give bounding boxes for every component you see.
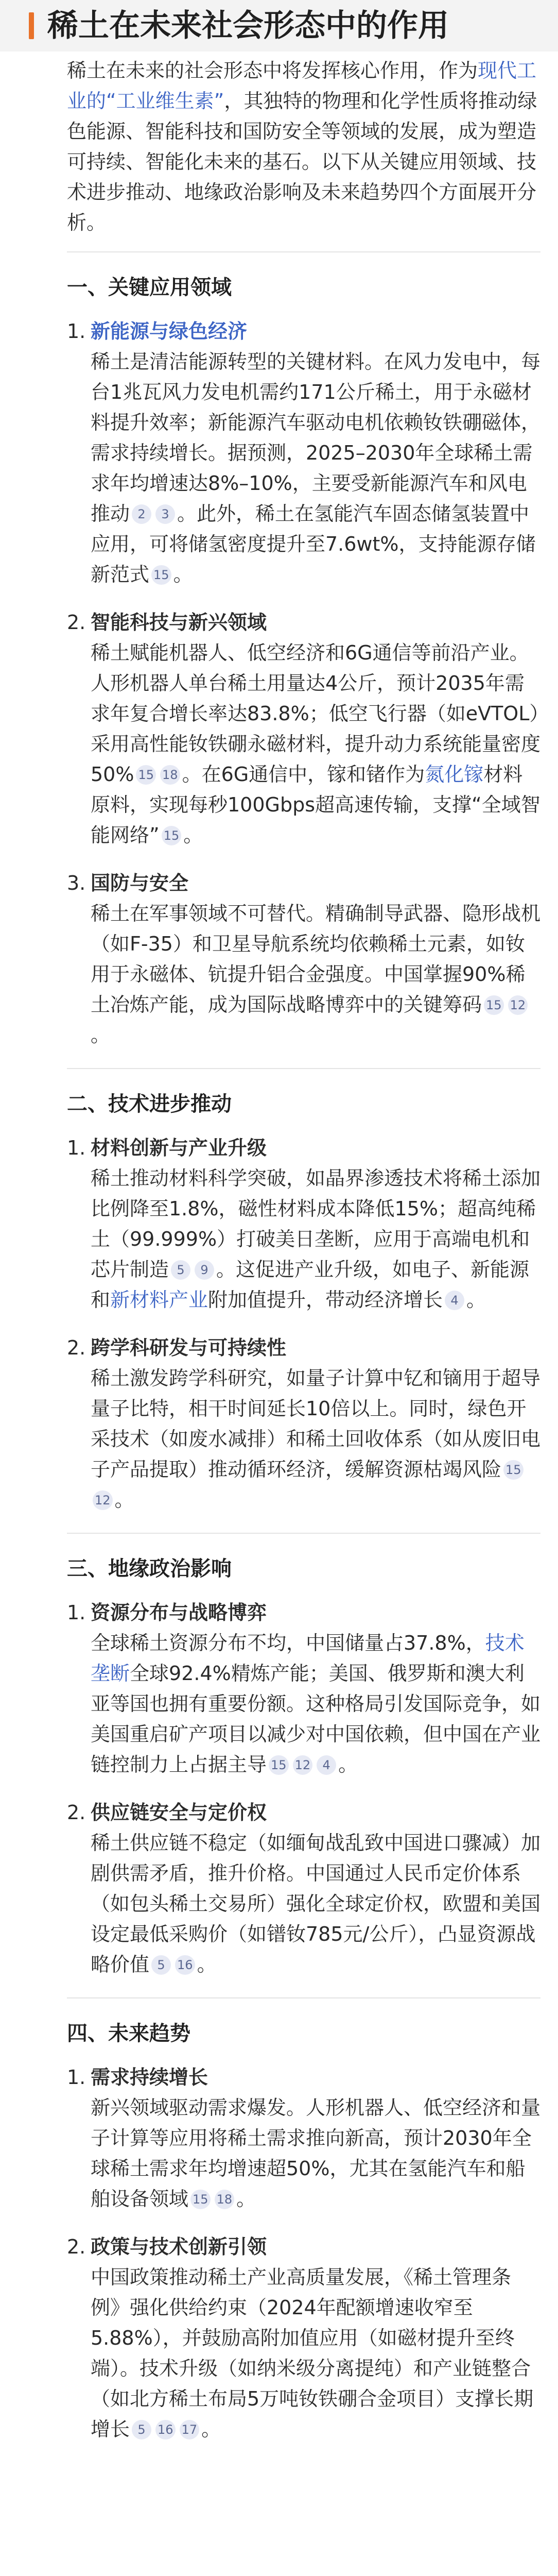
- body-text: 稀土供应链不稳定（如缅甸战乱致中国进口骤减）加剧供需矛盾，推升价格。中国通过人民币定价体系（如包头稀土交易所）强化全球定价权，欧盟和美国设定最低采购价（如镨钕785元/公斤），凸显资源战略价值: [91, 1832, 541, 1976]
- article-body: [67, 56, 540, 2462]
- intro-link[interactable]: 现代工业的“工业维生素”: [67, 59, 537, 112]
- item-number: 1.: [67, 1601, 86, 1624]
- list-item: [67, 868, 540, 1050]
- citation-badge[interactable]: 5: [151, 1955, 171, 1975]
- body-text: 。: [466, 1289, 486, 1311]
- item-body: [91, 638, 540, 851]
- body-text: 稀土是清洁能源转型的关键材料。在风力发电中，每台1兆瓦风力发电机需约171公斤稀土，用于永磁材料提升效率；新能源汽车驱动电机依赖钕铁硼磁体，需求持续增长。据预测，2025–2030年全球稀土需求年均增速达8%–10%，主要受新能源汽车和风电推动: [91, 350, 541, 525]
- body-text: 。: [201, 2418, 221, 2441]
- section-heading: 四、未来趋势: [67, 2022, 190, 2045]
- citation-badge[interactable]: 15: [190, 2190, 211, 2209]
- inline-link[interactable]: 新材料产业: [110, 1289, 208, 1311]
- list-item: [67, 1133, 540, 1315]
- citation-badge[interactable]: 3: [155, 504, 175, 524]
- item-number: 1.: [67, 1137, 86, 1159]
- section-list: [67, 2062, 540, 2445]
- item-title: 需求持续增长: [91, 2066, 208, 2089]
- body-text: 稀土在军事领域不可替代。精确制导武器、隐形战机（如F-35）和卫星导航系统均依赖稀土元素，如钕用于永磁体、钪提升铝合金强度。中国掌握90%稀土冶炼产能，成为国际战略博弈中的关键筹码: [91, 902, 541, 1016]
- body-text: 。: [183, 824, 203, 846]
- intro-text-2: ，其独特的物理和化学性质将推动绿色能源、智能科技和国防安全等领域的发展，成为塑造可持续、智能化未来的基石。以下从关键应用领域、技术进步推动、地缘政治影响及未来趋势四个方面展开分析。: [67, 90, 537, 234]
- body-text: 稀土推动材料科学突破，如晶界渗透技术将稀土添加比例降至1.8%，磁性材料成本降低15%；超高纯稀土（99.999%）打破美日垄断，应用于高端电机和芯片制造: [91, 1167, 541, 1281]
- body-text: 稀土激发跨学科研究，如量子计算中钇和镝用于超导量子比特，相干时间延长10倍以上。同时，绿色开采技术（如废水减排）和稀土回收体系（如从废旧电子产品提取）推动循环经济，缓解资源枯竭风险: [91, 1367, 541, 1481]
- body-text: 稀土赋能机器人、低空经济和6G通信等前沿产业。人形机器人单台稀土用量达4公斤，预计2035年需求年复合增长率达83.8%；低空飞行器（如eVTOL）采用高性能钕铁硼永磁材料，提升动力系统能量密度50%: [91, 641, 541, 786]
- citation-badge[interactable]: 9: [195, 1260, 214, 1280]
- body-text: 新兴领域驱动需求爆发。人形机器人、低空经济和量子计算等应用将稀土需求推向新高，预计2030年全球稀土需求年均增速超50%，尤其在氢能汽车和船舶设备领域: [91, 2096, 541, 2210]
- body-text: 。: [91, 1024, 111, 1046]
- item-title: 政策与技术创新引领: [91, 2235, 267, 2258]
- citation-badge[interactable]: 5: [171, 1260, 190, 1280]
- list-item: [67, 2062, 540, 2214]
- citation-badge[interactable]: 18: [160, 765, 180, 785]
- citation-badge[interactable]: 12: [293, 1755, 313, 1775]
- citation-badge[interactable]: 2: [132, 504, 151, 524]
- section-heading: 一、关键应用领域: [67, 276, 232, 299]
- item-title: 国防与安全: [91, 872, 189, 894]
- citation-badge[interactable]: 15: [136, 765, 156, 785]
- page-title: 稀土在未来社会形态中的作用: [47, 8, 449, 44]
- citation-badge[interactable]: 15: [503, 1460, 524, 1480]
- citation-badge[interactable]: 18: [215, 2190, 235, 2209]
- body-text: 中国政策推动稀土产业高质量发展，《稀土管理条例》强化供给约束（2024年配额增速收窄至5.88%），并鼓励高附加值应用（如磁材提升至终端）。技术升级（如纳米级分离提纯）和产业链整合（如北方稀土布局5万吨钕铁硼合金项目）支撑长期增长: [91, 2266, 534, 2441]
- citation-badge[interactable]: 15: [269, 1755, 289, 1775]
- body-text: 。: [338, 1753, 358, 1776]
- citation-badge[interactable]: 12: [508, 995, 528, 1015]
- item-number: 2.: [67, 1801, 86, 1824]
- item-body: [91, 347, 540, 590]
- item-number: 2.: [67, 2235, 86, 2258]
- citation-badge[interactable]: 15: [151, 565, 171, 585]
- item-number: 2.: [67, 611, 86, 634]
- body-text: 材料原料，实现每秒100Gbps超高速传输，支撑“全域智能网络”: [91, 763, 540, 846]
- list-item: [67, 1798, 540, 1980]
- body-text: 全球稀土资源分布不均，中国储量占37.8%，: [91, 1632, 485, 1654]
- body-text: 。: [236, 2188, 256, 2210]
- body-text: 。: [197, 1953, 217, 1976]
- item-title: 智能科技与新兴领域: [91, 611, 267, 634]
- section-heading: 二、技术进步推动: [67, 1092, 232, 1116]
- list-item: [67, 607, 540, 851]
- item-number: 2.: [67, 1336, 86, 1359]
- list-item: [67, 2232, 540, 2445]
- citation-badge[interactable]: 4: [317, 1755, 336, 1775]
- intro-paragraph: [67, 56, 540, 238]
- item-title: 资源分布与战略博弈: [91, 1601, 267, 1624]
- divider: [67, 1068, 540, 1069]
- list-item: [67, 1333, 540, 1515]
- inline-link[interactable]: 氮化镓: [425, 763, 484, 786]
- item-body: [91, 899, 540, 1050]
- citation-badge[interactable]: 12: [93, 1490, 113, 1510]
- item-body: [91, 1628, 540, 1780]
- item-title: 材料创新与产业升级: [91, 1137, 267, 1159]
- item-number: 3.: [67, 872, 86, 894]
- body-text: 。在6G通信中，镓和锗作为: [182, 763, 425, 786]
- list-item: [67, 316, 540, 590]
- item-body: [91, 2093, 540, 2214]
- citation-badge[interactable]: 15: [484, 995, 504, 1015]
- divider: [67, 1533, 540, 1534]
- citation-badge[interactable]: 16: [155, 2420, 176, 2439]
- section-heading: 三、地缘政治影响: [67, 1557, 232, 1581]
- title-accent-bar: [29, 12, 34, 39]
- citation-badge[interactable]: 5: [132, 2420, 151, 2439]
- citation-badge[interactable]: 4: [445, 1291, 464, 1310]
- divider: [67, 251, 540, 252]
- section-list: [67, 316, 540, 1050]
- body-text: 。这促进产业升级，如电子、新能源和: [91, 1258, 530, 1311]
- citation-badge[interactable]: 16: [175, 1955, 195, 1975]
- body-text: 全球92.4%精炼产能；美国、俄罗斯和澳大利亚等国也拥有重要份额。这种格局引发国际竞争，如美国重启矿产项目以减少对中国依赖，但中国在产业链控制力上占据主导: [91, 1662, 541, 1776]
- body-text: 。: [173, 563, 193, 586]
- title-bar: [0, 0, 558, 52]
- section-list: [67, 1133, 540, 1515]
- body-text: 附加值提升，带动经济增长: [208, 1289, 443, 1311]
- body-text: 。此外，稀土在氢能汽车固态储氢装置中应用，可将储氢密度提升至7.6wt%，支持能源存储新范式: [91, 502, 536, 586]
- item-title: 跨学科研发与可持续性: [91, 1336, 287, 1359]
- inline-link[interactable]: 技术垄断: [91, 1632, 525, 1685]
- section-list: [67, 1598, 540, 1980]
- item-number: 1.: [67, 320, 86, 343]
- item-body: [91, 1363, 540, 1515]
- intro-text-1: 稀土在未来的社会形态中将发挥核心作用，作为: [67, 59, 478, 82]
- citation-badge[interactable]: 15: [162, 826, 182, 845]
- citation-badge[interactable]: 17: [180, 2420, 200, 2439]
- item-number: 1.: [67, 2066, 86, 2089]
- item-body: [91, 1828, 540, 1980]
- item-title: 供应链安全与定价权: [91, 1801, 267, 1824]
- divider: [67, 1997, 540, 1998]
- list-item: [67, 1598, 540, 1780]
- item-body: [91, 2262, 540, 2445]
- item-body: [91, 1163, 540, 1315]
- item-title-link[interactable]: 新能源与绿色经济: [91, 320, 248, 343]
- body-text: 。: [114, 1488, 134, 1511]
